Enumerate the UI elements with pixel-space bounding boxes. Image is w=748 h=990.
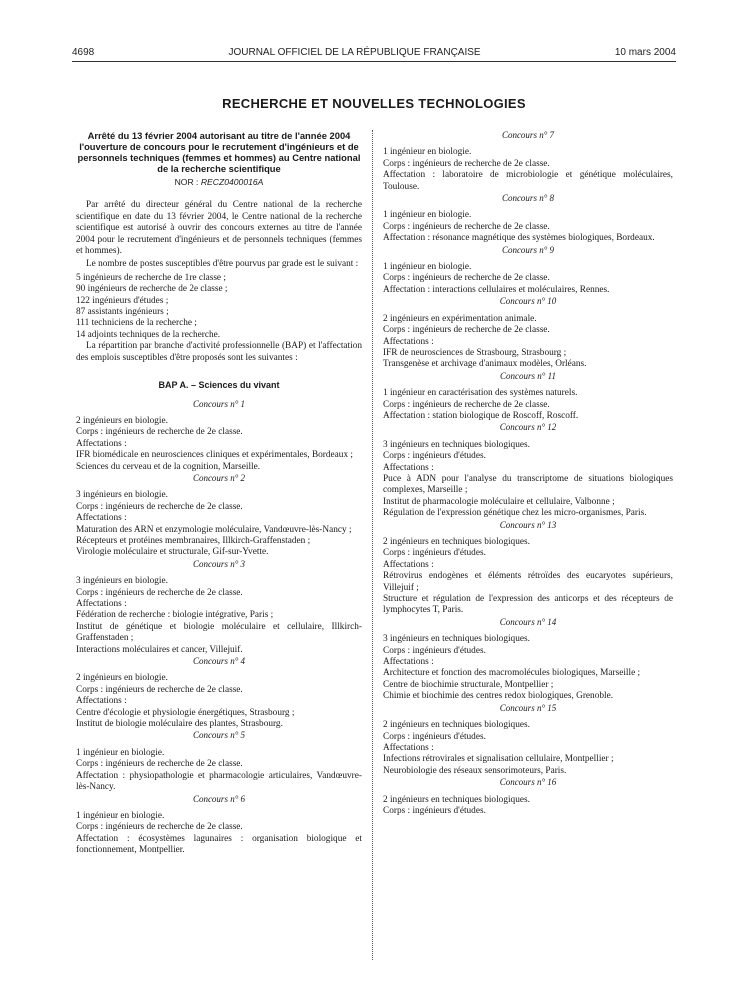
concours-line: Affectations : <box>383 742 434 753</box>
concours-heading: Concours n° 9 <box>501 244 555 255</box>
concours-line: 3 ingénieurs en biologie. <box>76 576 168 587</box>
concours-heading: Concours n° 12 <box>499 422 557 433</box>
concours-line: Corps : ingénieurs de recherche de 2e classe. <box>76 759 243 770</box>
journal-name: JOURNAL OFFICIEL DE LA RÉPUBLIQUE FRANÇAISE <box>228 46 481 58</box>
concours-block <box>383 422 673 519</box>
concours-line: Affectations : <box>383 559 434 570</box>
concours-line: Corps : ingénieurs d'études. <box>383 805 486 816</box>
nor-code: RECZ0400016A <box>200 177 264 187</box>
poste-item: 111 techniciens de la recherche ; <box>76 318 197 329</box>
concours-line: 1 ingénieur en caractérisation des systèmes naturels. <box>383 388 578 399</box>
concours-line: Institut de biologie moléculaire des plantes, Strasbourg. <box>76 719 283 730</box>
concours-line: 3 ingénieurs en techniques biologiques. <box>383 634 530 645</box>
concours-line: Corps : ingénieurs de recherche de 2e classe. <box>383 325 550 336</box>
poste-item: 122 ingénieurs d'études ; <box>76 295 169 306</box>
concours-block <box>76 794 362 857</box>
concours-block <box>383 296 673 370</box>
concours-line: Affectations : <box>76 438 127 449</box>
concours-line: Corps : ingénieurs d'études. <box>383 451 486 462</box>
concours-line: Affectations : <box>76 513 127 524</box>
bap-label: BAP A. – Sciences du vivant <box>158 380 280 391</box>
concours-line: 3 ingénieurs en biologie. <box>76 490 168 501</box>
concours-heading: Concours n° 8 <box>501 193 555 204</box>
concours-block <box>76 399 362 473</box>
nor-reference <box>76 177 362 188</box>
concours-line: Affectations : <box>76 599 127 609</box>
concours-line: Affectation : physiopathologie et pharmacologie articulaires, Vandœuvre-lès-Nancy. <box>76 770 362 793</box>
concours-line: 2 ingénieurs en techniques biologiques. <box>383 537 530 547</box>
concours-line: Corps : ingénieurs de recherche de 2e classe. <box>76 684 243 695</box>
concours-line: Affectations : <box>383 657 434 668</box>
concours-line: 1 ingénieur en biologie. <box>383 147 472 158</box>
concours-line: Neurobiologie des réseaux sensorimoteurs, Paris. <box>383 765 567 776</box>
concours-line: 1 ingénieur en biologie. <box>76 810 165 821</box>
concours-line: Fédération de recherche : biologie intégrative, Paris ; <box>76 610 274 621</box>
column-divider <box>372 130 373 960</box>
concours-block <box>76 730 362 793</box>
concours-heading: Concours n° 15 <box>499 702 557 713</box>
concours-block <box>383 245 673 297</box>
left-column <box>76 130 362 857</box>
concours-line: 2 ingénieurs en techniques biologiques. <box>383 794 530 805</box>
nor-label: NOR : <box>174 177 199 187</box>
concours-heading: Concours n° 11 <box>500 370 556 381</box>
concours-block <box>383 371 673 423</box>
concours-line: Affectations : <box>383 336 434 347</box>
concours-line: Corps : ingénieurs de recherche de 2e classe. <box>76 427 243 438</box>
concours-line: Structure et régulation de l'expression des anticorps et des récepteurs de lymphocytes T, Paris. <box>383 594 673 616</box>
concours-line: Corps : ingénieurs de recherche de 2e classe. <box>76 587 243 598</box>
concours-line: 2 ingénieurs en biologie. <box>76 673 168 684</box>
concours-heading: Concours n° 13 <box>499 519 557 530</box>
postes-list <box>76 273 362 341</box>
concours-line: IFR de neurosciences de Strasbourg, Strasbourg ; <box>383 347 567 358</box>
concours-line: Maturation des ARN et enzymologie moléculaire, Vandœuvre-lès-Nancy ; <box>76 524 352 535</box>
concours-block <box>76 656 362 730</box>
concours-line: 2 ingénieurs en techniques biologiques. <box>383 720 530 731</box>
concours-line: Corps : ingénieurs de recherche de 2e classe. <box>383 158 550 169</box>
concours-line: Centre d'écologie et physiologie énergétiques, Strasbourg ; <box>76 707 295 718</box>
concours-block <box>383 130 673 193</box>
concours-heading: Concours n° 7 <box>501 130 555 140</box>
concours-heading: Concours n° 16 <box>499 777 557 788</box>
concours-heading: Concours n° 3 <box>192 558 246 569</box>
concours-line: Affectation : station biologique de Roscoff, Roscoff. <box>383 410 579 421</box>
concours-line: Régulation de l'expression génétique chez les micro-organismes, Paris. <box>383 508 647 519</box>
poste-item: 90 ingénieurs de recherche de 2e classe ; <box>76 284 228 295</box>
right-column <box>383 130 673 817</box>
concours-line: Corps : ingénieurs d'études. <box>383 645 486 656</box>
concours-line: Affectation : résonance magnétique des systèmes biologiques, Bordeaux. <box>383 233 655 244</box>
poste-item: 5 ingénieurs de recherche de 1re classe ; <box>76 272 226 283</box>
concours-line: 2 ingénieurs en expérimentation animale. <box>383 313 537 324</box>
arrete-title: Arrêté du 13 février 2004 autorisant au titre de l'année 2004 l'ouverture de concours pour le recrutement d'ingénieurs et de personnels techniques (femmes et hommes) au Centre national de la recherche scientifique <box>77 130 361 174</box>
section-title: RECHERCHE ET NOUVELLES TECHNOLOGIES <box>222 96 526 111</box>
poste-item: 87 assistants ingénieurs ; <box>76 307 169 318</box>
concours-line: Rétrovirus endogènes et éléments rétroïdes des eucaryotes supérieurs, Villejuif ; <box>383 571 673 593</box>
repartition-paragraph: La répartition par branche d'activité professionnelle (BAP) et l'affectation des emplois susceptibles d'être proposés sont les suivantes : <box>76 341 362 363</box>
page-header <box>72 44 676 60</box>
concours-line: Institut de pharmacologie moléculaire et cellulaire, Valbonne ; <box>383 496 615 507</box>
concours-block <box>383 520 673 617</box>
concours-line: Corps : ingénieurs de recherche de 2e classe. <box>76 822 243 833</box>
concours-line: 2 ingénieurs en biologie. <box>76 415 168 426</box>
concours-heading: Concours n° 1 <box>192 398 246 409</box>
concours-block <box>76 473 362 559</box>
concours-line: Corps : ingénieurs de recherche de 2e classe. <box>76 501 243 512</box>
page-number: 4698 <box>72 46 95 58</box>
concours-heading: Concours n° 5 <box>192 730 246 741</box>
concours-line: Institut de génétique et biologie moléculaire et cellulaire, Illkirch-Graffenstaden ; <box>76 621 362 644</box>
concours-line: Affectation : laboratoire de microbiologie et génétique moléculaires, Toulouse. <box>383 170 673 192</box>
concours-heading: Concours n° 14 <box>499 616 557 627</box>
concours-line: Corps : ingénieurs d'études. <box>383 731 486 742</box>
bap-heading <box>76 380 362 392</box>
concours-line: Affectations : <box>76 696 127 707</box>
concours-line: 1 ingénieur en biologie. <box>76 747 165 758</box>
concours-heading: Concours n° 10 <box>499 296 557 307</box>
concours-line: 3 ingénieurs en techniques biologiques. <box>383 439 530 450</box>
concours-line: Interactions moléculaires et cancer, Villejuif. <box>76 644 243 655</box>
concours-line: Sciences du cerveau et de la cognition, Marseille. <box>76 461 261 472</box>
concours-heading: Concours n° 2 <box>192 472 246 483</box>
concours-block <box>383 703 673 777</box>
left-concours-list <box>76 399 362 857</box>
concours-line: IFR biomédicale en neurosciences cliniques et expérimentales, Bordeaux ; <box>76 450 354 461</box>
concours-line: Corps : ingénieurs de recherche de 2e classe. <box>383 399 550 410</box>
concours-line: 1 ingénieur en biologie. <box>383 210 472 221</box>
concours-block <box>383 777 673 817</box>
concours-line: Affectation : interactions cellulaires et moléculaires, Rennes. <box>383 284 610 295</box>
concours-line: Affectation : écosystèmes lagunaires : organisation biologique et fonctionnement, Montpellier. <box>76 833 362 856</box>
concours-line: Corps : ingénieurs de recherche de 2e classe. <box>383 221 550 232</box>
concours-line: Centre de biochimie structurale, Montpellier ; <box>383 679 554 690</box>
concours-line: 1 ingénieur en biologie. <box>383 262 472 273</box>
poste-item: 14 adjoints techniques de la recherche. <box>76 329 221 340</box>
concours-heading: Concours n° 4 <box>192 656 246 667</box>
right-concours-list <box>383 130 673 817</box>
concours-block <box>76 559 362 656</box>
concours-block <box>383 617 673 703</box>
concours-line: Virologie moléculaire et structurale, Gif-sur-Yvette. <box>76 547 269 558</box>
concours-line: Transgenèse et archivage d'animaux modèles, Orléans. <box>383 359 587 370</box>
postes-intro: Le nombre de postes susceptibles d'être pourvus par grade est le suivant : <box>86 259 359 270</box>
concours-line: Puce à ADN pour l'analyse du transcriptome de situations biologiques complexes, Marseille ; <box>383 473 673 496</box>
issue-date: 10 mars 2004 <box>614 46 676 58</box>
concours-line: Corps : ingénieurs de recherche de 2e classe. <box>383 273 550 284</box>
intro-paragraph: Par arrêté du directeur général du Centre national de la recherche scientifique en date du 13 février 2004, le Centre national de la recherche scientifique est autorisé à ouvrir des concours externes au titre de l'année 2004 pour le recrutement d'ingénieurs et de personnels techniques (femmes et hommes). <box>76 200 362 257</box>
concours-line: Chimie et biochimie des centres redox biologiques, Grenoble. <box>383 691 614 702</box>
concours-block <box>383 193 673 245</box>
concours-heading: Concours n° 6 <box>192 793 246 804</box>
concours-line: Récepteurs et protéines membranaires, Illkirch-Graffenstaden ; <box>76 535 311 546</box>
concours-line: Infections rétrovirales et signalisation cellulaire, Montpellier ; <box>383 754 614 765</box>
concours-line: Corps : ingénieurs d'études. <box>383 548 486 559</box>
concours-line: Architecture et fonction des macromolécules biologiques, Marseille ; <box>383 668 641 679</box>
header-rule <box>72 61 676 62</box>
concours-line: Affectations : <box>383 462 434 473</box>
